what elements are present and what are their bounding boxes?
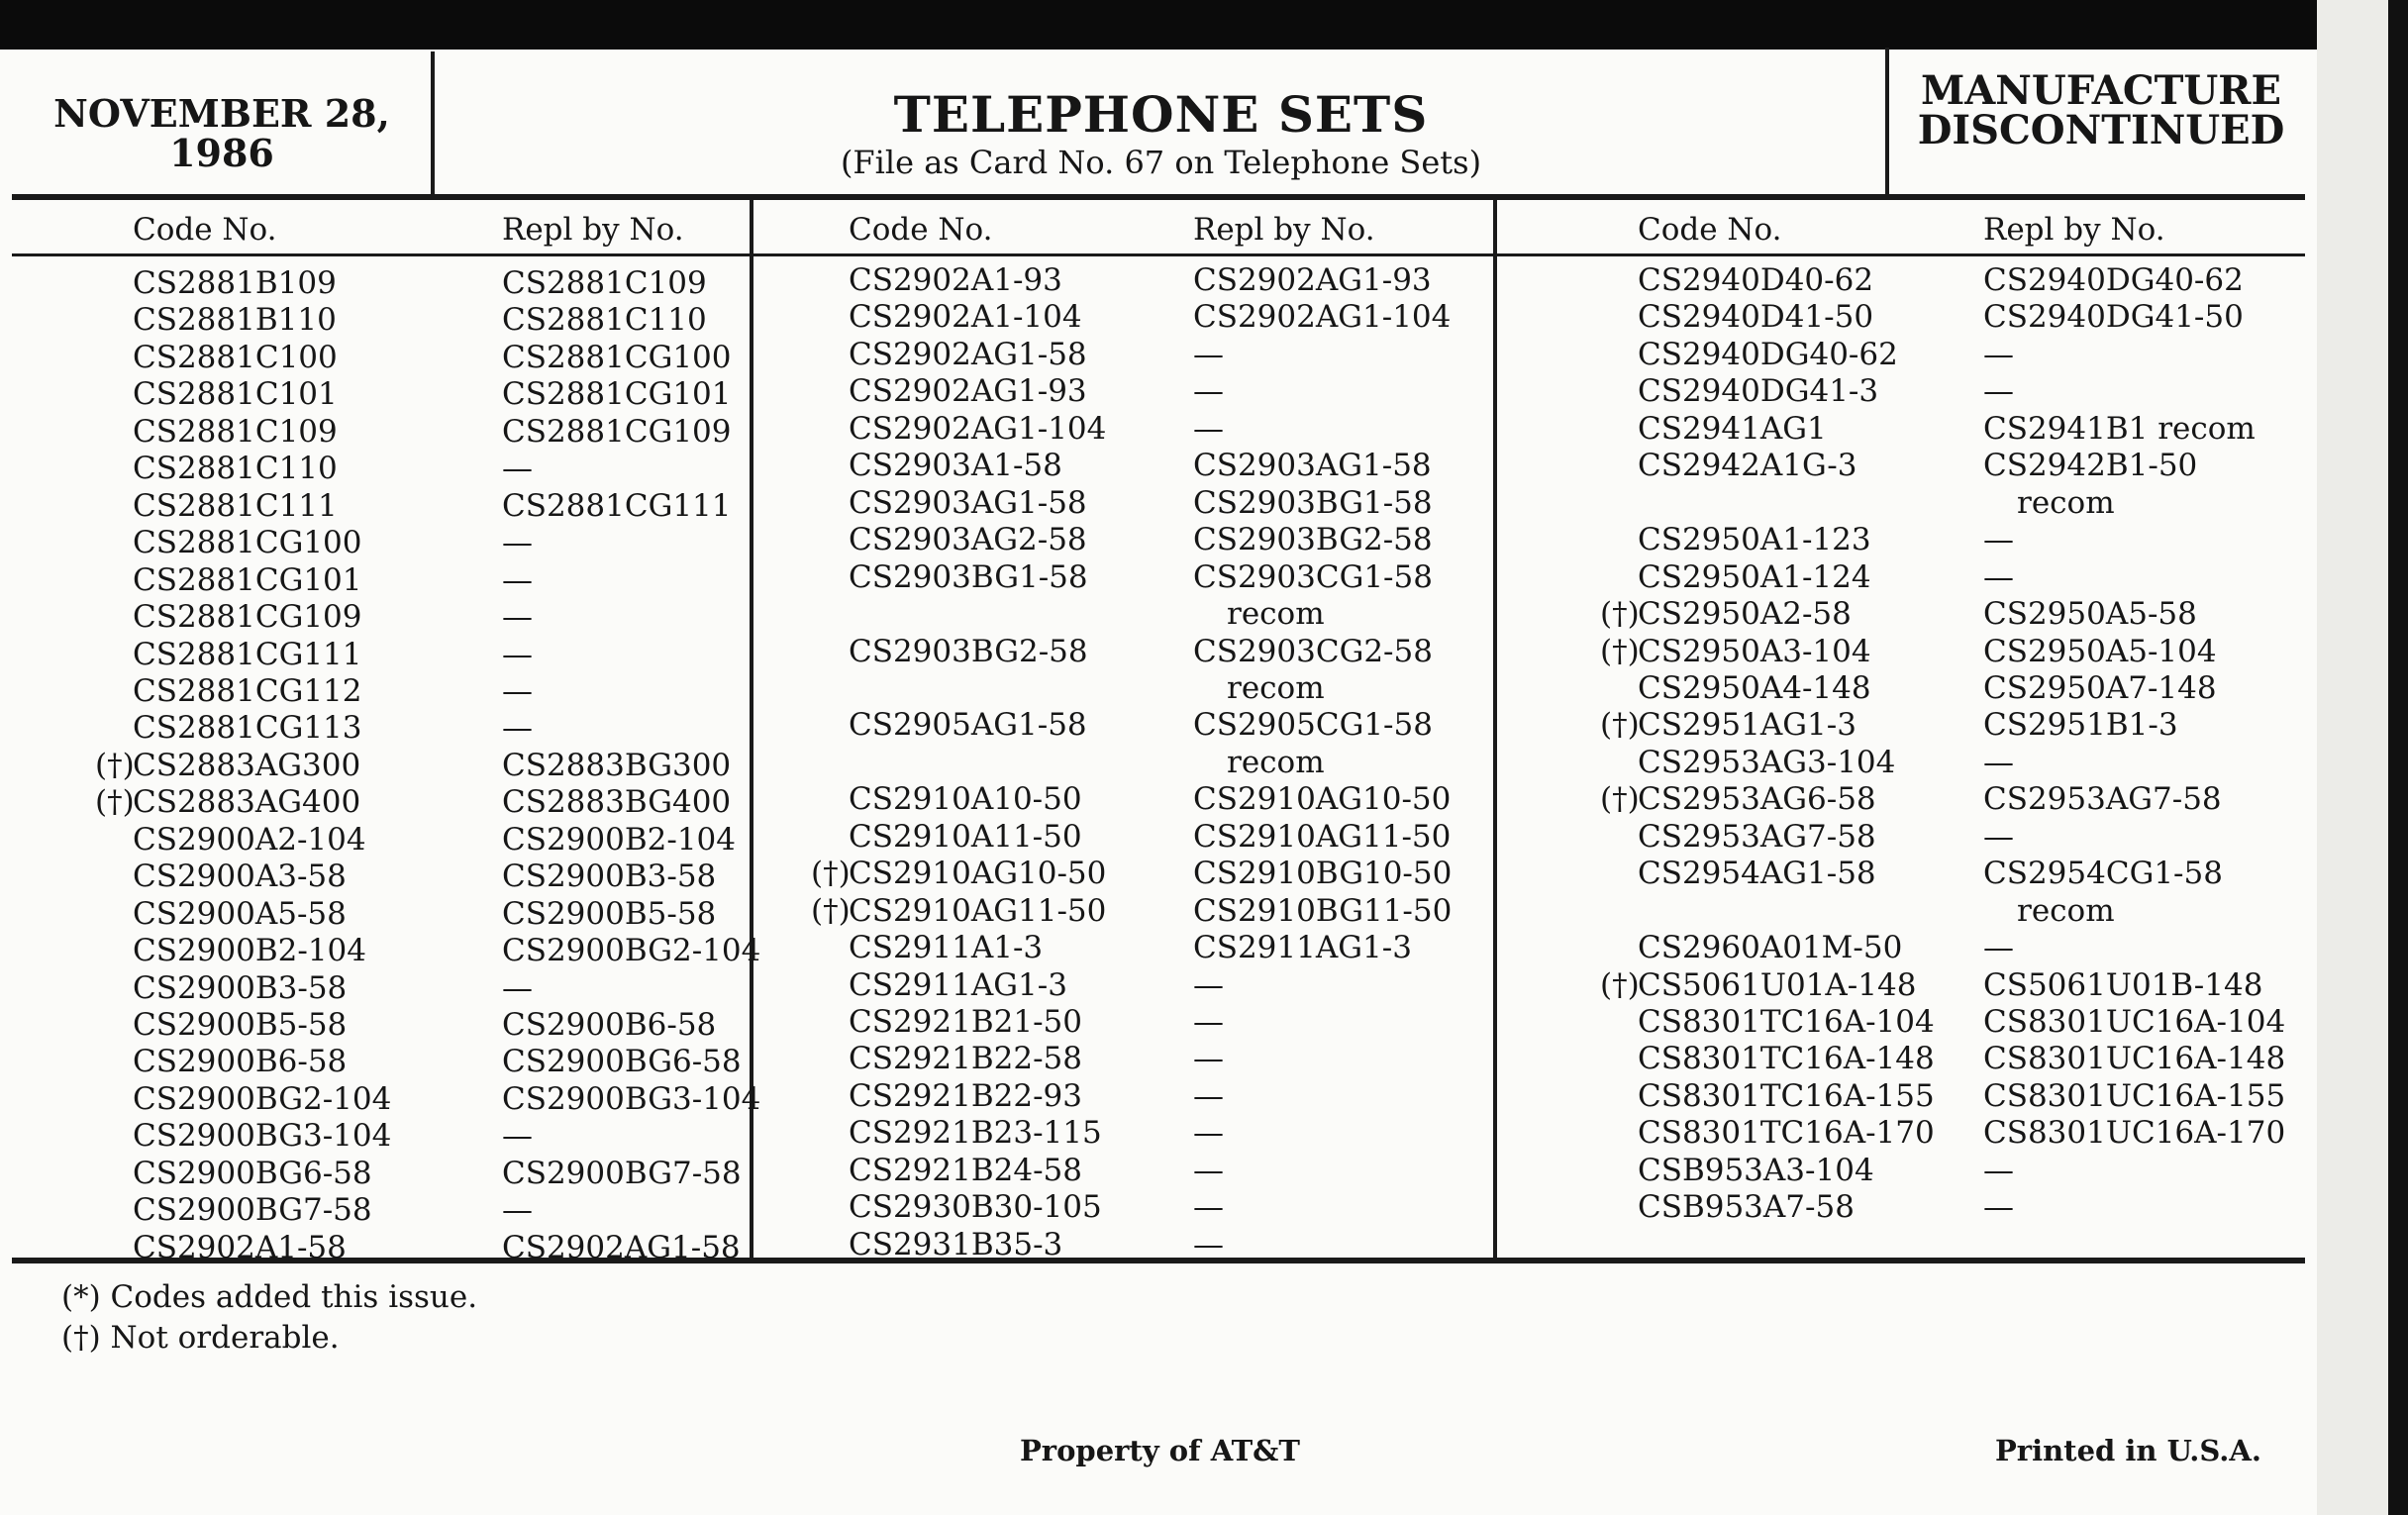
code-cell: CS2930B30-105 — [849, 1189, 1102, 1225]
replacement-cell: CS2900B5-58 — [502, 896, 717, 932]
replacement-cell: — — [1983, 1153, 2014, 1188]
replacement-cell: CS2910BG11-50 — [1193, 893, 1453, 929]
code-text: CS2951AG1-3 — [1638, 707, 1856, 743]
replacement-cell: — — [502, 562, 533, 598]
replacement-cell: CS2900B2-104 — [502, 822, 736, 858]
code-cell: CS2900BG6-58 — [133, 1156, 372, 1191]
replacement-cell: — — [502, 451, 533, 486]
table-bottom-rule — [12, 1258, 2305, 1263]
code-cell: CS2881B109 — [133, 265, 337, 301]
code-cell: CS2950A1-124 — [1638, 559, 1871, 595]
code-cell: CS2921B22-93 — [849, 1078, 1082, 1114]
col-header-code-2: Code No. — [849, 212, 993, 248]
card-status-line2: DISCONTINUED — [1917, 107, 2285, 153]
replacement-cell: — — [1983, 337, 2014, 372]
replacement-cell: CS2910AG11-50 — [1193, 819, 1452, 855]
replacement-cell: — — [1193, 373, 1224, 409]
code-cell: CS2902AG1-93 — [849, 373, 1087, 409]
table-divider-2 — [1493, 198, 1497, 1262]
dagger-mark: (†) — [95, 784, 135, 820]
code-cell: CS2911A1-3 — [849, 930, 1044, 965]
code-cell: CS2902A1-93 — [849, 262, 1062, 298]
replacement-cell: CS2942B1-50 — [1983, 448, 2198, 483]
col-header-repl-3: Repl by No. — [1983, 212, 2165, 248]
dagger-mark: (†) — [1600, 707, 1640, 743]
footer-printed: Printed in U.S.A. — [1995, 1434, 2261, 1467]
replacement-cell-continued: recom — [2017, 485, 2115, 521]
code-text: CS2883AG400 — [133, 784, 361, 820]
replacement-cell: — — [1193, 1227, 1224, 1262]
replacement-cell: — — [502, 599, 533, 635]
replacement-cell-continued: recom — [1227, 596, 1325, 632]
replacement-cell: CS2881CG109 — [502, 414, 732, 450]
code-cell — [1600, 967, 1917, 1004]
replacement-cell: CS2903BG2-58 — [1193, 522, 1433, 557]
code-cell: CS2931B35-3 — [849, 1227, 1063, 1262]
replacement-cell: — — [1193, 1115, 1224, 1151]
replacement-cell: CS8301UC16A-155 — [1983, 1078, 2286, 1114]
replacement-cell: CS2950A7-148 — [1983, 670, 2217, 706]
card-date-line1: NOVEMBER 28, — [53, 91, 390, 136]
dagger-mark: (†) — [811, 893, 851, 929]
replacement-cell: CS2950A5-58 — [1983, 596, 2197, 632]
replacement-cell: — — [502, 637, 533, 672]
code-cell: CS2902A1-58 — [133, 1230, 347, 1265]
code-cell: CS2900B5-58 — [133, 1007, 348, 1043]
card-date — [10, 91, 434, 175]
code-cell: CS2881C110 — [133, 451, 338, 486]
dagger-mark: (†) — [1600, 596, 1640, 632]
replacement-cell: CS2900B3-58 — [502, 858, 717, 894]
code-cell: CS2942A1G-3 — [1638, 448, 1857, 483]
code-cell — [811, 856, 1107, 892]
replacement-cell: — — [1983, 819, 2014, 855]
code-cell — [95, 784, 361, 821]
header-rule — [12, 194, 2305, 200]
code-cell: CS2910A10-50 — [849, 781, 1082, 817]
code-cell: CS2921B22-58 — [849, 1041, 1082, 1076]
replacement-cell-continued: recom — [2017, 893, 2115, 929]
replacement-cell: CS2881CG101 — [502, 376, 732, 412]
header-divider-right — [1885, 48, 1889, 198]
card-date-line2: 1986 — [169, 131, 274, 175]
replacement-cell: CS2900BG6-58 — [502, 1044, 742, 1079]
dagger-mark: (†) — [1600, 781, 1640, 817]
code-text: CS2953AG6-58 — [1638, 781, 1876, 817]
replacement-cell: — — [502, 710, 533, 746]
code-cell: CS2881C100 — [133, 340, 338, 375]
replacement-cell: CS2940DG41-50 — [1983, 299, 2244, 335]
code-cell: CS2902A1-104 — [849, 299, 1082, 335]
replacement-cell: CS2953AG7-58 — [1983, 781, 2222, 817]
code-text: CS2950A2-58 — [1638, 596, 1852, 632]
replacement-cell: CS2900BG7-58 — [502, 1156, 742, 1191]
code-cell: CS2881C101 — [133, 376, 338, 412]
scan-right-margin — [2317, 0, 2388, 1515]
replacement-cell: — — [1193, 1041, 1224, 1076]
code-cell: CS2881C109 — [133, 414, 338, 450]
replacement-cell: — — [502, 525, 533, 560]
code-cell: CS2905AG1-58 — [849, 707, 1087, 743]
replacement-cell: — — [1193, 411, 1224, 447]
card-title-block — [436, 87, 1886, 182]
code-cell: CS2902AG1-58 — [849, 337, 1087, 372]
footer-property: Property of AT&T — [1020, 1434, 1300, 1467]
code-cell: CS2900B6-58 — [133, 1044, 348, 1079]
col-header-code-1: Code No. — [133, 212, 277, 248]
replacement-cell: CS5061U01B-148 — [1983, 967, 2263, 1003]
replacement-cell: CS8301UC16A-170 — [1983, 1115, 2286, 1151]
replacement-cell: CS2905CG1-58 — [1193, 707, 1433, 743]
code-cell: CS2900BG3-104 — [133, 1118, 392, 1154]
code-cell: CS2954AG1-58 — [1638, 856, 1876, 891]
code-text: CS2883AG300 — [133, 748, 361, 783]
dagger-mark: (†) — [1600, 634, 1640, 669]
code-cell: CS2900BG2-104 — [133, 1081, 392, 1117]
replacement-cell: CS2902AG1-93 — [1193, 262, 1432, 298]
code-cell — [1600, 781, 1876, 818]
code-cell: CS2953AG7-58 — [1638, 819, 1876, 855]
code-text: CS2910AG10-50 — [849, 856, 1107, 891]
code-cell: CS2903AG1-58 — [849, 485, 1087, 521]
replacement-cell: — — [1193, 337, 1224, 372]
replacement-cell: CS2883BG300 — [502, 748, 732, 783]
code-cell: CSB953A7-58 — [1638, 1189, 1855, 1225]
code-cell — [1600, 634, 1871, 670]
code-cell: CS2881B110 — [133, 302, 337, 338]
replacement-cell: — — [502, 673, 533, 709]
code-cell: CS2921B23-115 — [849, 1115, 1102, 1151]
code-cell: CS2881C111 — [133, 488, 338, 524]
replacement-cell-continued: recom — [1227, 670, 1325, 706]
col-header-repl-2: Repl by No. — [1193, 212, 1375, 248]
replacement-cell: — — [1983, 373, 2014, 409]
replacement-cell: — — [1193, 1153, 1224, 1188]
card-title: TELEPHONE SETS — [893, 85, 1429, 144]
replacement-cell: — — [1983, 559, 2014, 595]
replacement-cell: CS2881CG100 — [502, 340, 732, 375]
replacement-cell: CS2940DG40-62 — [1983, 262, 2244, 298]
code-cell: CS2903BG1-58 — [849, 559, 1088, 595]
code-cell: CS2921B24-58 — [849, 1153, 1082, 1188]
code-cell: CS2881CG100 — [133, 525, 362, 560]
code-cell: CS2900BG7-58 — [133, 1192, 372, 1228]
code-text: CS2950A3-104 — [1638, 634, 1871, 669]
code-cell: CS2953AG3-104 — [1638, 745, 1896, 780]
replacement-cell: CS2883BG400 — [502, 784, 732, 820]
code-cell: CS2910A11-50 — [849, 819, 1082, 855]
replacement-cell: — — [1983, 522, 2014, 557]
replacement-cell: — — [502, 970, 533, 1006]
replacement-cell-continued: recom — [1227, 745, 1325, 780]
header-divider-left — [431, 51, 435, 198]
replacement-cell: CS2902AG1-58 — [502, 1230, 741, 1265]
code-cell: CS2903AG2-58 — [849, 522, 1087, 557]
code-cell: CS2900A3-58 — [133, 858, 347, 894]
col-header-repl-1: Repl by No. — [502, 212, 684, 248]
note-not-orderable: (†) Not orderable. — [61, 1320, 340, 1356]
code-cell: CS8301TC16A-148 — [1638, 1041, 1935, 1076]
code-cell: CS2881CG109 — [133, 599, 362, 635]
replacement-cell: — — [1983, 745, 2014, 780]
code-cell — [811, 893, 1107, 930]
code-cell: CS2940DG41-3 — [1638, 373, 1879, 409]
code-cell — [95, 748, 361, 784]
code-cell: CS2940D41-50 — [1638, 299, 1874, 335]
replacement-cell: — — [1193, 1189, 1224, 1225]
card-status-line1: MANUFACTURE — [1920, 67, 2282, 114]
replacement-cell: CS2910AG10-50 — [1193, 781, 1452, 817]
replacement-cell: CS2903AG1-58 — [1193, 448, 1432, 483]
code-cell: CS2900A5-58 — [133, 896, 347, 932]
code-cell: CS2902AG1-104 — [849, 411, 1107, 447]
replacement-cell: — — [502, 1192, 533, 1228]
code-cell: CS2941AG1 — [1638, 411, 1827, 447]
card-subtitle: (File as Card No. 67 on Telephone Sets) — [840, 144, 1482, 181]
code-cell: CS2881CG111 — [133, 637, 362, 672]
replacement-cell: CS2941B1 recom — [1983, 411, 2256, 447]
code-cell: CS8301TC16A-155 — [1638, 1078, 1935, 1114]
code-cell: CS2900B2-104 — [133, 933, 366, 968]
dagger-mark: (†) — [811, 856, 851, 891]
code-cell: CS2881CG113 — [133, 710, 362, 746]
column-head-rule — [12, 253, 2305, 256]
replacement-cell: CS8301UC16A-104 — [1983, 1004, 2286, 1040]
replacement-cell: CS2910BG10-50 — [1193, 856, 1453, 891]
replacement-cell: CS2903BG1-58 — [1193, 485, 1433, 521]
code-cell: CS2940DG40-62 — [1638, 337, 1898, 372]
code-cell: CSB953A3-104 — [1638, 1153, 1874, 1188]
code-cell: CS8301TC16A-104 — [1638, 1004, 1935, 1040]
code-cell: CS2940D40-62 — [1638, 262, 1874, 298]
dagger-mark: (†) — [1600, 967, 1640, 1003]
replacement-cell: CS2954CG1-58 — [1983, 856, 2223, 891]
code-cell: CS2881CG101 — [133, 562, 362, 598]
replacement-cell: CS2902AG1-104 — [1193, 299, 1452, 335]
code-cell: CS2881CG112 — [133, 673, 362, 709]
code-text: CS2910AG11-50 — [849, 893, 1107, 929]
replacement-cell: — — [502, 1118, 533, 1154]
dagger-mark: (†) — [95, 748, 135, 783]
code-text: CS5061U01A-148 — [1638, 967, 1917, 1003]
replacement-cell: CS2881C109 — [502, 265, 707, 301]
code-cell: CS2903BG2-58 — [849, 634, 1088, 669]
code-cell: CS2950A1-123 — [1638, 522, 1871, 557]
replacement-cell: CS2900BG3-104 — [502, 1081, 761, 1117]
replacement-cell: CS8301UC16A-148 — [1983, 1041, 2286, 1076]
replacement-cell: CS2911AG1-3 — [1193, 930, 1412, 965]
replacement-cell: CS2951B1-3 — [1983, 707, 2178, 743]
code-cell: CS2911AG1-3 — [849, 967, 1067, 1003]
replacement-cell: CS2900B6-58 — [502, 1007, 717, 1043]
code-cell — [1600, 596, 1852, 633]
code-cell: CS2903A1-58 — [849, 448, 1062, 483]
code-cell: CS2900B3-58 — [133, 970, 348, 1006]
scan-right-border — [2388, 0, 2408, 1515]
replacement-cell: — — [1193, 1004, 1224, 1040]
replacement-cell: CS2900BG2-104 — [502, 933, 761, 968]
card-status — [1893, 67, 2309, 153]
code-cell: CS2921B21-50 — [849, 1004, 1082, 1040]
replacement-cell: — — [1983, 1189, 2014, 1225]
code-cell: CS2950A4-148 — [1638, 670, 1871, 706]
code-cell: CS2900A2-104 — [133, 822, 366, 858]
code-cell: CS8301TC16A-170 — [1638, 1115, 1935, 1151]
replacement-cell: CS2950A5-104 — [1983, 634, 2217, 669]
code-cell — [1600, 707, 1856, 744]
replacement-cell: — — [1193, 967, 1224, 1003]
replacement-cell: CS2881C110 — [502, 302, 707, 338]
replacement-cell: CS2881CG111 — [502, 488, 732, 524]
replacement-cell: CS2903CG1-58 — [1193, 559, 1433, 595]
code-cell: CS2960A01M-50 — [1638, 930, 1903, 965]
col-header-code-3: Code No. — [1638, 212, 1782, 248]
scan-top-border — [0, 0, 2408, 50]
replacement-cell: CS2903CG2-58 — [1193, 634, 1433, 669]
replacement-cell: — — [1193, 1078, 1224, 1114]
replacement-cell: — — [1983, 930, 2014, 965]
note-codes-added: (*) Codes added this issue. — [61, 1279, 478, 1315]
